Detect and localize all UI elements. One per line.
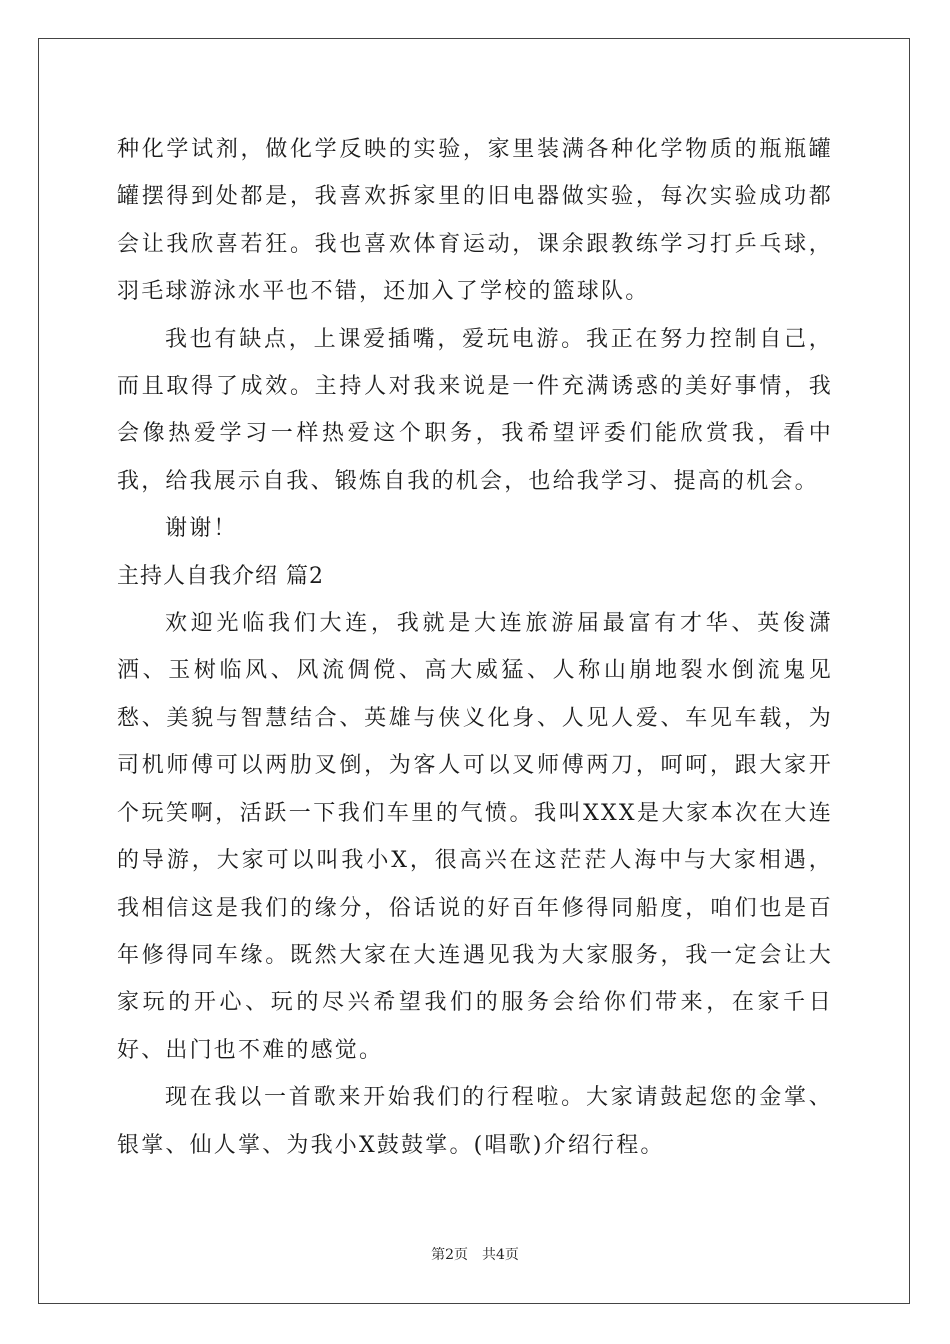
section-title: 主持人自我介绍 篇2 (117, 563, 324, 589)
document-body (117, 126, 833, 1169)
paragraph-welcome: 欢迎光临我们大连，我就是大连旅游届最富有才华、英俊潇洒、玉树临风、风流倜傥、高大威猛、人称山崩地裂水倒流鬼见愁、美貌与智慧结合、英雄与侠义化身、人见人爱、车见车载，为司机师傅可以两肋叉倒，为客人可以叉师傅两刀，呵呵，跟大家开个玩笑啊，活跃一下我们车里的气愤。我叫XXX是大家本次在大连的导游，大家可以叫我小X，很高兴在这茫茫人海中与大家相遇，我相信这是我们的缘分，俗话说的好百年修得同船度，咱们也是百年修得同车缘。既然大家在大连遇见我为大家服务，我一定会让大家玩的开心、玩的尽兴希望我们的服务会给你们带来，在家千日好、出门也不难的感觉。 (117, 611, 833, 1063)
paragraph-song: 现在我以一首歌来开始我们的行程啦。大家请鼓起您的金掌、银掌、仙人掌、为我小X鼓鼓掌。(唱歌)介绍行程。 (117, 1085, 833, 1158)
page-number-current: 第2页 (431, 1247, 468, 1263)
paragraph-shortcomings: 我也有缺点，上课爱插嘴，爱玩电游。我正在努力控制自己，而且取得了成效。主持人对我来说是一件充满诱惑的美好事情，我会像热爱学习一样热爱这个职务，我希望评委们能欣赏我，看中我，给我展示自我、锻炼自我的机会，也给我学习、提高的机会。 (117, 326, 833, 494)
paragraph-thanks: 谢谢！ (165, 516, 238, 542)
page-number-total: 共4页 (482, 1247, 519, 1263)
page-footer (0, 1244, 950, 1264)
paragraph-continued: 种化学试剂，做化学反映的实验，家里装满各种化学物质的瓶瓶罐罐摆得到处都是，我喜欢拆家里的旧电器做实验，每次实验成功都会让我欣喜若狂。我也喜欢体育运动，课余跟教练学习打乒乓球，羽毛球游泳水平也不错，还加入了学校的篮球队。 (117, 137, 833, 305)
